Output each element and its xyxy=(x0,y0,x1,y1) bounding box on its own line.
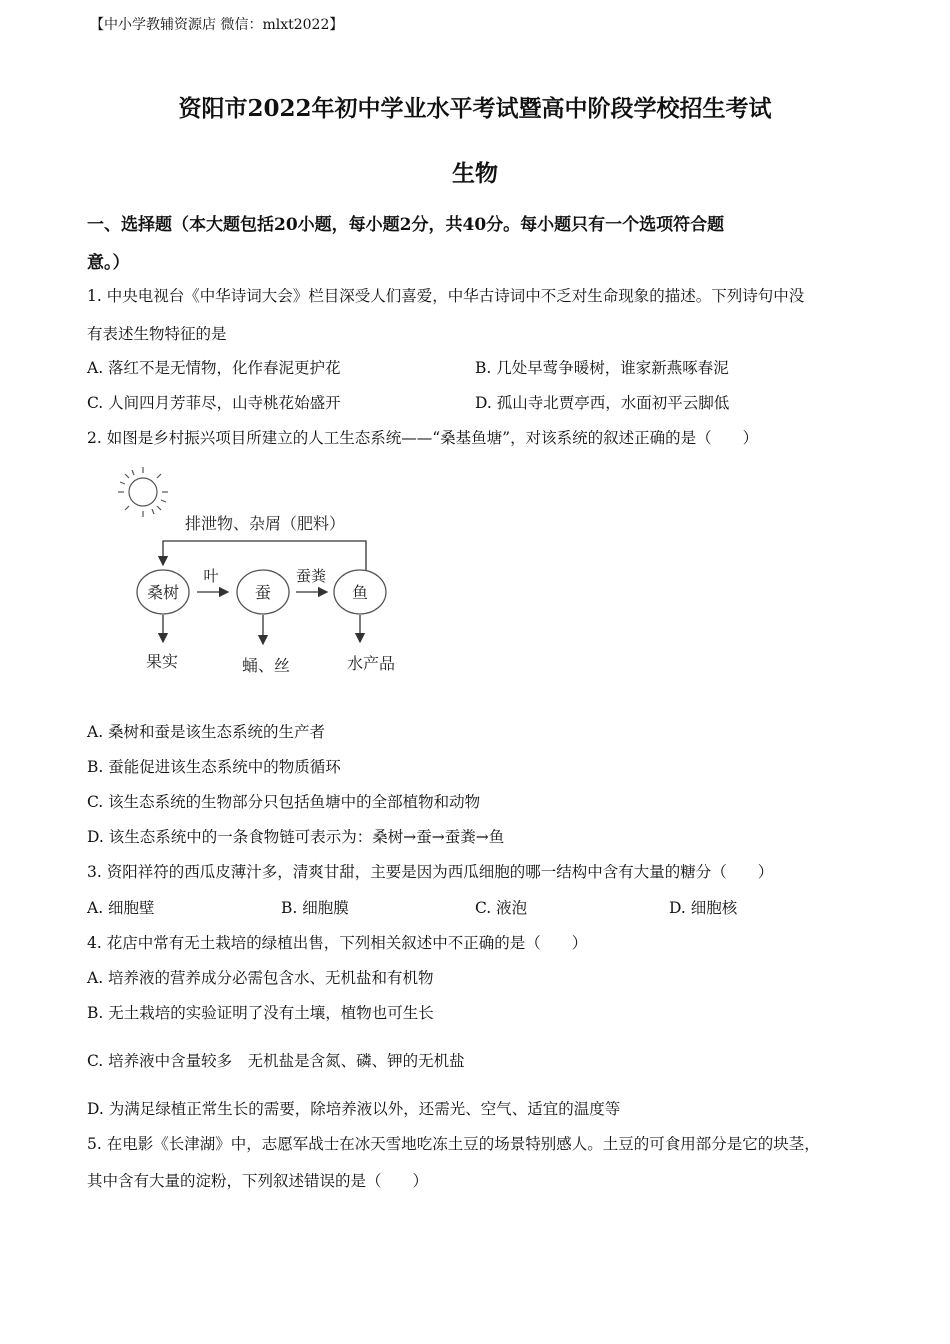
section-heading-line1: 一、选择题（本大题包括20小题，每小题2分，共40分。每小题只有一个选项符合题 xyxy=(87,215,725,235)
exam-subject: 生物 xyxy=(452,160,498,187)
q3-option-b: B. 细胞膜 xyxy=(281,899,349,917)
q1-option-b: B. 几处早莺争暖树，谁家新燕啄春泥 xyxy=(475,359,729,377)
q5-stem-line1: 5. 在电影《长津湖》中，志愿军战士在冰天雪地吃冻土豆的场景特别感人。土豆的可食用部分是它的块茎， xyxy=(87,1135,820,1153)
q4-option-b: B. 无土栽培的实验证明了没有土壤，植物也可生长 xyxy=(87,1004,434,1022)
feedback-arrow xyxy=(163,541,366,570)
arrow-leaf-label: 叶 xyxy=(203,567,219,585)
section-heading-line2: 意。） xyxy=(87,253,130,273)
node-fish-label: 鱼 xyxy=(351,583,369,602)
q1-option-c: C. 人间四月芳菲尽，山寺桃花始盛开 xyxy=(87,394,341,412)
output-pupa-silk: 蛹、丝 xyxy=(241,656,291,675)
feedback-label: 排泄物、杂屑（肥料） xyxy=(185,514,346,533)
q4-stem: 4. 花店中常有无土栽培的绿植出售，下列相关叙述中不正确的是（ ） xyxy=(87,934,588,952)
exam-title: 资阳市2022年初中学业水平考试暨高中阶段学校招生考试 xyxy=(178,95,772,122)
sun-icon xyxy=(118,467,168,517)
q2-option-b: B. 蚕能促进该生态系统中的物质循环 xyxy=(87,758,341,776)
q3-option-d: D. 细胞核 xyxy=(669,899,738,917)
q1-option-d: D. 孤山寺北贾亭西，水面初平云脚低 xyxy=(475,394,730,412)
q3-stem: 3. 资阳祥符的西瓜皮薄汁多，清爽甘甜，主要是因为西瓜细胞的哪一结构中含有大量的糖分（ ） xyxy=(87,863,774,881)
mulberry-fish-pond-diagram xyxy=(110,462,420,687)
page-header: 【中小学教辅资源店 微信：mlxt2022】 xyxy=(90,17,344,33)
q2-option-c: C. 该生态系统的生物部分只包括鱼塘中的全部植物和动物 xyxy=(87,793,481,811)
q1-stem-line2: 有表述生物特征的是 xyxy=(87,325,227,343)
q1-option-a: A. 落红不是无情物，化作春泥更护花 xyxy=(87,359,341,377)
q1-stem-line1: 1. 中央电视台《中华诗词大会》栏目深受人们喜爱，中华古诗词中不乏对生命现象的描述。下列诗句中没 xyxy=(87,287,805,305)
q4-option-a: A. 培养液的营养成分必需包含水、无机盐和有机物 xyxy=(87,969,434,987)
node-silkworm-label: 蚕 xyxy=(254,583,272,602)
q2-stem: 2. 如图是乡村振兴项目所建立的人工生态系统——“桑基鱼塘”，对该系统的叙述正确的是（ ） xyxy=(87,429,759,447)
q2-option-a: A. 桑树和蚕是该生态系统的生产者 xyxy=(87,723,326,741)
q2-option-d: D. 该生态系统中的一条食物链可表示为：桑树→蚕→蚕粪→鱼 xyxy=(87,828,505,846)
node-mulberry-label: 桑树 xyxy=(146,583,180,602)
output-fruit: 果实 xyxy=(145,652,179,671)
output-aquatic-products: 水产品 xyxy=(346,654,396,673)
q3-option-c: C. 液泡 xyxy=(475,899,528,917)
q3-option-a: A. 细胞壁 xyxy=(87,899,155,917)
q4-option-d: D. 为满足绿植正常生长的需要，除培养液以外，还需光、空气、适宜的温度等 xyxy=(87,1100,621,1118)
q4-option-c: C. 培养液中含量较多 无机盐是含氮、磷、钾的无机盐 xyxy=(87,1052,465,1070)
q5-stem-line2: 其中含有大量的淀粉，下列叙述错误的是（ ） xyxy=(87,1172,429,1190)
arrow-dung-label: 蚕粪 xyxy=(295,567,327,585)
